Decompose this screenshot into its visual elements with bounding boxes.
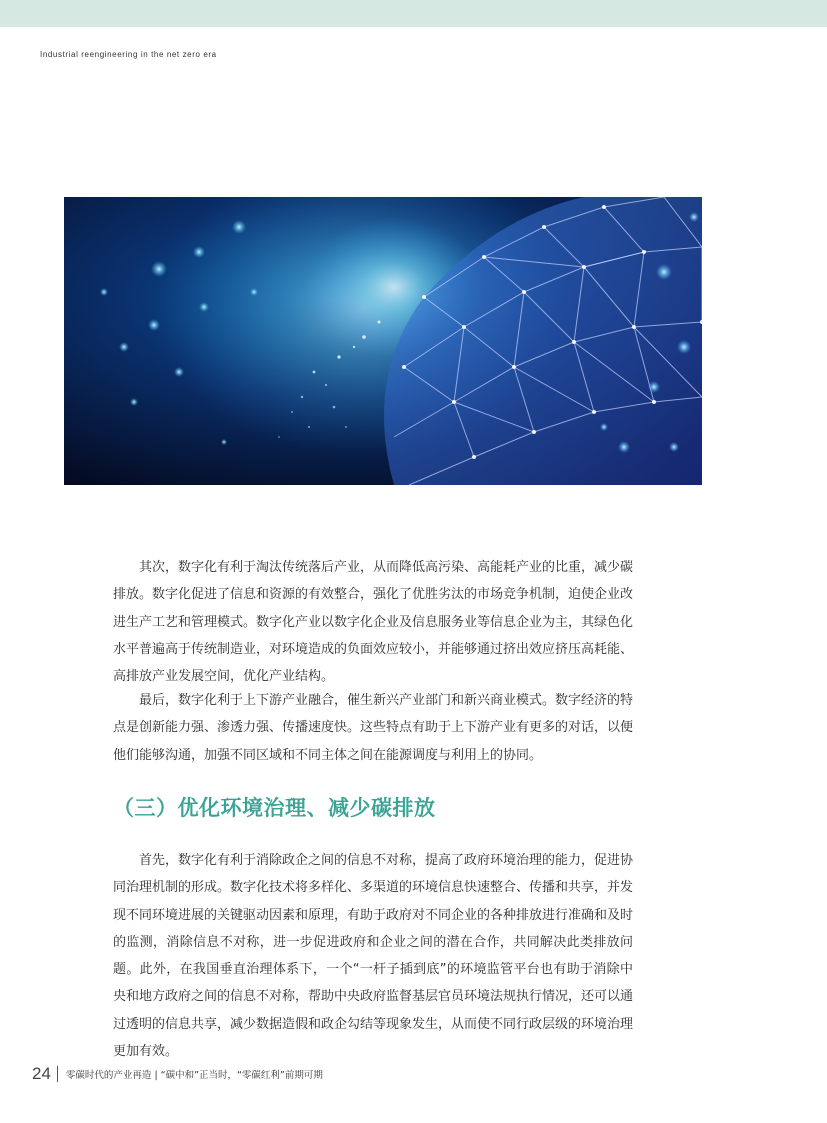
publication-title: 零碳时代的产业再造 | “碳中和”正当时，“零碳红利”前期可期: [65, 1070, 323, 1081]
paragraph-industry-integration: 最后，数字化利于上下游产业融合，催生新兴产业部门和新兴商业模式。数字经济的特点是创新能力强、渗透力强、传播速度快。这些特点有助于上下游产业有更多的对话，以便他们能够沟通，加强不同区域和不同主体之间在能源调度与利用上的协同。: [113, 693, 634, 763]
footer-divider: [57, 1066, 58, 1082]
running-header: Industrial reengineering in the net zero era: [40, 50, 217, 59]
page-number: 24: [32, 1064, 51, 1083]
section-heading: （三）优化环境治理、减少碳排放: [113, 796, 436, 820]
top-color-band: [0, 0, 827, 27]
paragraph-environmental-governance: 首先，数字化有利于消除政企之间的信息不对称，提高了政府环境治理的能力，促进协同治理机制的形成。数字化技术将多样化、多渠道的环境信息快速整合、传播和共享，并发现不同环境进展的关键驱动因素和原理，有助于政府对不同企业的各种排放进行准确和及时的监测，消除信息不对称，进一步促进政府和企业之间的潜在合作，共同解决此类排放问题。此外，在我国垂直治理体系下，一个“一杆子插到底”的环境监管平台也有助于消除中央和地方政府之间的信息不对称，帮助中央政府监督基层官员环境法规执行情况，还可以通过透明的信息共享，减少数据造假和政企勾结等现象发生，从而使不同行政层级的环境治理更加有效。: [113, 853, 634, 1060]
hero-image: [64, 197, 702, 485]
page-footer: [32, 1063, 323, 1085]
paragraph-digital-phase-out: 其次，数字化有利于淘汰传统落后产业，从而降低高污染、高能耗产业的比重，减少碳排放。数字化促进了信息和资源的有效整合，强化了优胜劣汰的市场竞争机制，迫使企业改进生产工艺和管理模式。数字化产业以数字化企业及信息服务业等信息企业为主，其绿色化水平普遍高于传统制造业，对环境造成的负面效应较小，并能够通过挤出效应挤压高耗能、高排放产业发展空间，优化产业结构。: [113, 560, 634, 685]
digital-globe-network-illustration: [64, 197, 702, 485]
